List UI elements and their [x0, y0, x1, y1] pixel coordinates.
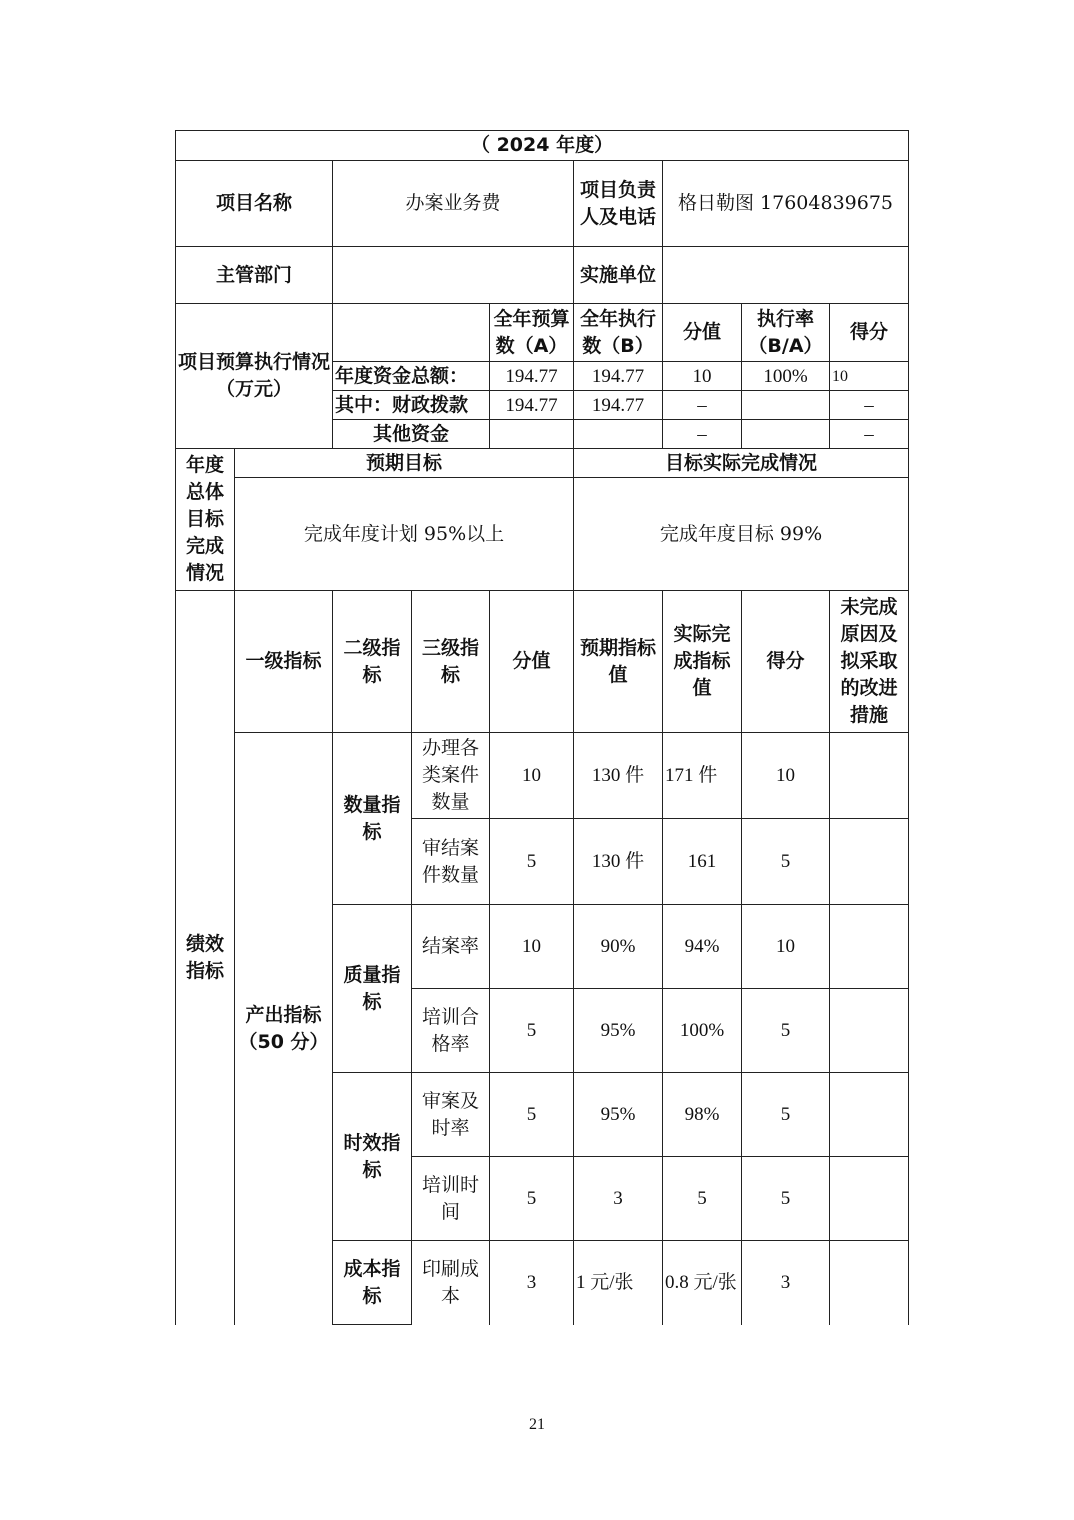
project-name-label: 项目名称 [176, 161, 333, 247]
indicator-score: 10 [742, 733, 830, 819]
indicator-score: 3 [742, 1241, 830, 1325]
indicator-score: 10 [742, 905, 830, 989]
budget-a: 194.77 [490, 391, 574, 420]
budget-value: – [663, 420, 742, 449]
indicator-actual: 94% [663, 905, 742, 989]
indicator-actual: 5 [663, 1157, 742, 1241]
indicator-reason [830, 819, 909, 905]
indicator-reason [830, 905, 909, 989]
indicator-expected: 95% [574, 989, 663, 1073]
indicator-reason [830, 989, 909, 1073]
indicator-expected: 130 件 [574, 819, 663, 905]
indicator-score: 5 [742, 1073, 830, 1157]
indicator-reason [830, 1157, 909, 1241]
budget-row-label: 年度资金总额： [333, 362, 490, 391]
indicator-actual: 98% [663, 1073, 742, 1157]
indicator-value: 5 [490, 819, 574, 905]
budget-a: 194.77 [490, 362, 574, 391]
level3-label: 审结案件数量 [412, 819, 490, 905]
budget-section-label: 项目预算执行情况 （万元） [176, 304, 333, 449]
impl-unit-label: 实施单位 [574, 247, 663, 304]
level3-label: 培训合格率 [412, 989, 490, 1073]
budget-score: 10 [830, 362, 909, 391]
indicator-expected: 1 元/张 [574, 1241, 663, 1325]
performance-section-label: 绩效指标 [176, 591, 235, 1325]
level3-label: 审案及时率 [412, 1073, 490, 1157]
level3-label: 培训时间 [412, 1157, 490, 1241]
indicator-value: 5 [490, 1157, 574, 1241]
rate-col-header: 执行率（B/A） [742, 304, 830, 362]
level1-header: 一级指标 [235, 591, 333, 733]
budget-rate [742, 420, 830, 449]
expected-goal-header: 预期目标 [235, 449, 574, 478]
level2-header: 二级指标 [333, 591, 412, 733]
budget-rate: 100% [742, 362, 830, 391]
project-owner-label: 项目负责人及电话 [574, 161, 663, 247]
project-name-value: 办案业务费 [333, 161, 574, 247]
indicator-expected: 90% [574, 905, 663, 989]
budget-b [574, 420, 663, 449]
score-header: 得分 [742, 591, 830, 733]
indicator-actual: 161 [663, 819, 742, 905]
value-header: 分值 [490, 591, 574, 733]
budget-row-label: 其他资金 [333, 420, 490, 449]
level2-label: 成本指标 [333, 1241, 412, 1325]
performance-evaluation-table [175, 130, 909, 1325]
budget-header-blank [333, 304, 490, 362]
indicator-expected: 3 [574, 1157, 663, 1241]
page-number: 21 [529, 1416, 545, 1433]
budget-value: 10 [663, 362, 742, 391]
budget-b: 194.77 [574, 362, 663, 391]
score-value-col-header: 分值 [663, 304, 742, 362]
expected-goal-value: 完成年度计划 95%以上 [235, 478, 574, 591]
indicator-score: 5 [742, 1157, 830, 1241]
budget-col-header: 全年预算数（A） [490, 304, 574, 362]
indicator-value: 10 [490, 733, 574, 819]
budget-value: – [663, 391, 742, 420]
level3-header: 三级指标 [412, 591, 490, 733]
actual-header: 实际完成指标值 [663, 591, 742, 733]
budget-rate [742, 391, 830, 420]
actual-goal-header: 目标实际完成情况 [574, 449, 909, 478]
indicator-reason [830, 1073, 909, 1157]
level1-output-label: 产出指标（50 分） [235, 733, 333, 1325]
level2-label: 质量指标 [333, 905, 412, 1073]
budget-score: – [830, 391, 909, 420]
indicator-actual: 171 件 [663, 733, 742, 819]
level3-label: 结案率 [412, 905, 490, 989]
actual-goal-value: 完成年度目标 99% [574, 478, 909, 591]
budget-row-label: 其中：财政拨款 [333, 391, 490, 420]
indicator-score: 5 [742, 989, 830, 1073]
project-owner-value: 格日勒图 17604839675 [663, 161, 909, 247]
budget-score: – [830, 420, 909, 449]
year-header: （ 2024 年度） [176, 131, 909, 161]
level3-label: 办理各类案件数量 [412, 733, 490, 819]
expected-header: 预期指标值 [574, 591, 663, 733]
indicator-expected: 130 件 [574, 733, 663, 819]
budget-b: 194.77 [574, 391, 663, 420]
indicator-value: 3 [490, 1241, 574, 1325]
score-col-header: 得分 [830, 304, 909, 362]
indicator-expected: 95% [574, 1073, 663, 1157]
budget-a [490, 420, 574, 449]
dept-label: 主管部门 [176, 247, 333, 304]
level3-label: 印刷成本 [412, 1241, 490, 1325]
indicator-actual: 0.8 元/张 [663, 1241, 742, 1325]
indicator-reason [830, 733, 909, 819]
dept-value [333, 247, 574, 304]
level2-label: 数量指标 [333, 733, 412, 905]
indicator-value: 5 [490, 989, 574, 1073]
indicator-actual: 100% [663, 989, 742, 1073]
exec-col-header: 全年执行数（B） [574, 304, 663, 362]
overall-goal-label: 年度总体目标完成情况 [176, 449, 235, 591]
indicator-reason [830, 1241, 909, 1325]
indicator-score: 5 [742, 819, 830, 905]
level2-label: 时效指标 [333, 1073, 412, 1241]
indicator-value: 5 [490, 1073, 574, 1157]
reason-header: 未完成原因及拟采取的改进措施 [830, 591, 909, 733]
impl-unit-value [663, 247, 909, 304]
indicator-value: 10 [490, 905, 574, 989]
